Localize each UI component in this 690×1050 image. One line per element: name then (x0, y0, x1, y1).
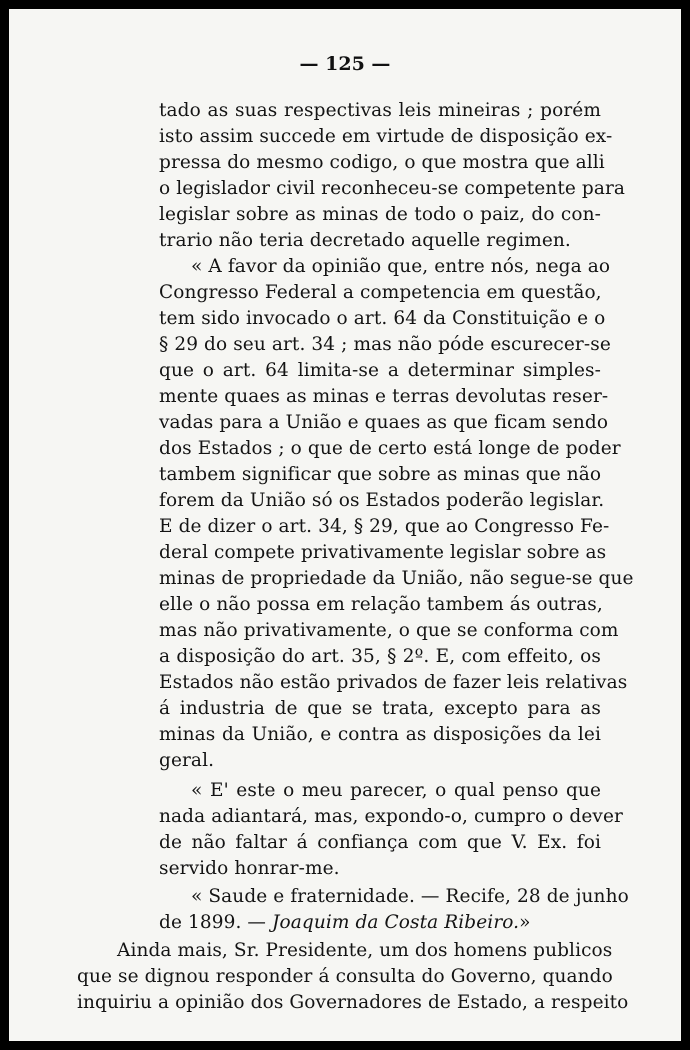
text-line: E de dizer o art. 34, § 29, que ao Congresso Fe- (159, 516, 610, 537)
text-line: tambem significar que sobre as minas que não (159, 464, 602, 485)
page-number: — 125 — (299, 53, 391, 75)
text-line: vadas para a União e quaes as que ficam sendo (159, 412, 609, 433)
date-text: de 1899. — (159, 912, 272, 933)
text-line: « A favor da opinião que, entre nós, nega ao (191, 256, 611, 277)
text-line: elle o não possa em relação tambem ás outras, (159, 594, 603, 615)
text-line: o legislador civil reconheceu-se competente para (159, 178, 626, 199)
text-line: mente quaes as minas e terras devolutas reser- (159, 386, 609, 407)
text-line: tem sido invocado o art. 64 da Constituição e o (159, 308, 606, 329)
text-line: minas da União, e contra as disposições da lei (159, 724, 601, 745)
text-line: geral. (159, 750, 215, 771)
text-line: deral compete privativamente legislar sobre as (159, 542, 607, 563)
text-line: mas não privativamente, o que se conforma com (159, 620, 619, 641)
text-line: pressa do mesmo codigo, o que mostra que alli (159, 152, 605, 173)
text-line: Ainda mais, Sr. Presidente, um dos homens publicos (117, 940, 613, 961)
signature-line (159, 911, 601, 935)
text-line: que se dignou responder á consulta do Governo, quando (77, 966, 613, 987)
text-line: minas de propriedade da União, não segue-se que (159, 568, 634, 589)
text-line: « E' este o meu parecer, o qual penso que (191, 780, 601, 801)
text-line: á industria de que se trata, excepto para as (159, 698, 601, 719)
text-line: Congresso Federal a competencia em questão, (159, 282, 602, 303)
text-line: inquiriu a opinião dos Governadores de Estado, a respeito (77, 992, 629, 1013)
text-line: que o art. 64 limita-se a determinar simples- (159, 360, 601, 381)
text-line: de não faltar á confiança com que V. Ex. foi (159, 832, 601, 853)
author-name: Joaquim da Costa Ribeiro. (272, 912, 520, 933)
text-line: tado as suas respectivas leis mineiras ; porém (159, 100, 601, 121)
text-line: Estados não estão privados de fazer leis relativas (159, 672, 628, 693)
text-line: trario não teria decretado aquelle regimen. (159, 230, 571, 251)
text-line: a disposição do art. 35, § 2º. E, com effeito, os (159, 646, 601, 667)
book-page (9, 9, 681, 1041)
closing-quote: » (519, 912, 531, 933)
text-line: forem da União só os Estados poderão legislar. (159, 490, 605, 511)
text-line: « Saude e fraternidade. — Recife, 28 de junho (191, 886, 629, 907)
text-line: isto assim succede em virtude de disposição ex- (159, 126, 613, 147)
text-line: legislar sobre as minas de todo o paiz, do con- (159, 204, 601, 225)
text-line: nada adiantará, mas, expondo-o, cumpro o dever (159, 806, 623, 827)
text-line: dos Estados ; o que de certo está longe de poder (159, 438, 621, 459)
text-line: § 29 do seu art. 34 ; mas não póde escurecer-se (159, 334, 611, 355)
text-line: servido honrar-me. (159, 858, 340, 879)
